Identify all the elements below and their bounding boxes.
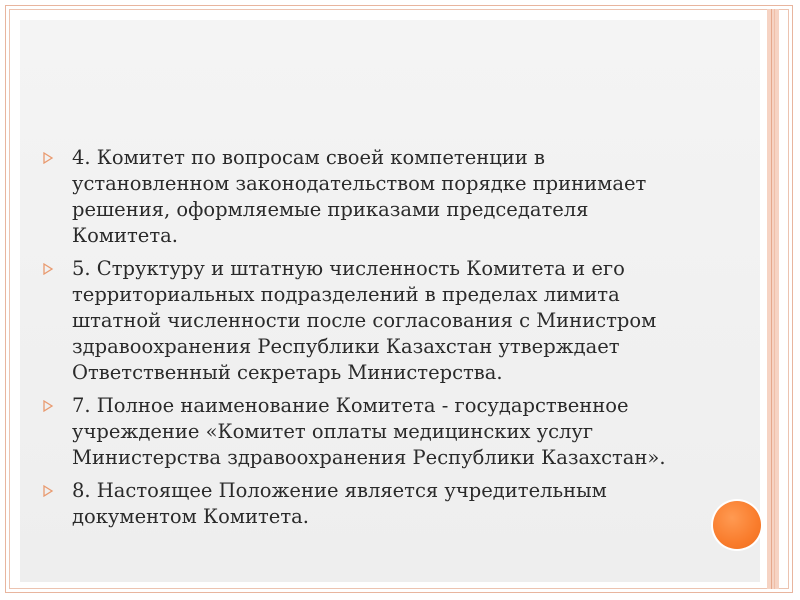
list-item-text: 5. Структуру и штатную численность Комитета и его территориальных подразделений в пределах лимита штатной численности после согласования с Министром здравоохранения Республики Казахстан утверждает Ответственный секретарь Министерства.	[72, 257, 657, 384]
list-item	[40, 393, 690, 471]
list-item	[40, 145, 690, 249]
orange-circle-icon	[713, 501, 761, 549]
side-decorative-line	[771, 9, 772, 589]
list-item-text: 4. Комитет по вопросам своей компетенции в установленном законодательством порядке принимает решения, оформляемые приказами председателя Комитета.	[72, 146, 647, 247]
hollow-diamond-icon	[42, 400, 54, 412]
hollow-diamond-icon	[42, 152, 54, 164]
list-item-text: 8. Настоящее Положение является учредительным документом Комитета.	[72, 479, 607, 528]
list-item	[40, 256, 690, 386]
hollow-diamond-icon	[42, 485, 54, 497]
bullet-list	[40, 145, 690, 537]
side-decorative-line-2	[774, 9, 775, 589]
side-decorative-bar	[767, 9, 779, 589]
list-item-text: 7. Полное наименование Комитета - государственное учреждение «Комитет оплаты медицинских услуг Министерства здравоохранения Республики Казахстан».	[72, 394, 666, 469]
list-item	[40, 478, 690, 530]
hollow-diamond-icon	[42, 263, 54, 275]
